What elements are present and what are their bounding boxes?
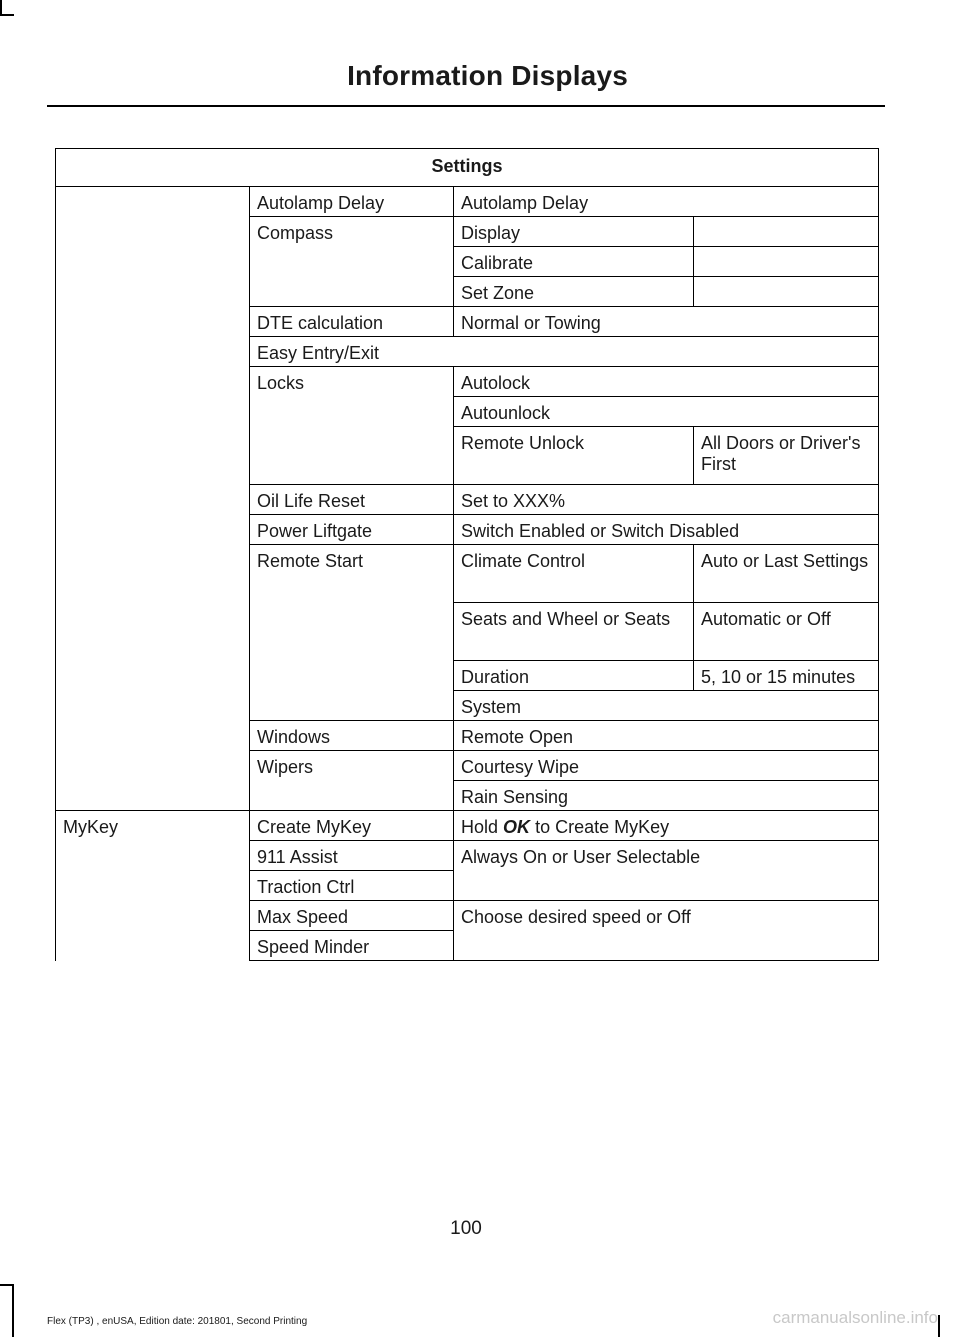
page-title: Information Displays bbox=[347, 60, 628, 91]
table-cell: 5, 10 or 15 minutes bbox=[694, 661, 879, 691]
table-cell: Switch Enabled or Switch Disabled bbox=[454, 515, 879, 545]
crop-mark bbox=[938, 1315, 940, 1337]
crop-mark bbox=[0, 0, 2, 14]
watermark: carmanualsonline.info bbox=[772, 1308, 938, 1327]
edition-footer: Flex (TP3) , enUSA, Edition date: 201801, Second Printing bbox=[47, 1316, 308, 1327]
table-row bbox=[56, 811, 879, 841]
table-cell: Oil Life Reset bbox=[250, 485, 454, 515]
table-cell: Autolamp Delay bbox=[250, 187, 454, 217]
table-cell: Locks bbox=[250, 367, 454, 485]
table-cell: MyKey bbox=[56, 811, 250, 961]
table-cell: Speed Minder bbox=[250, 931, 454, 961]
table-cell: Auto or Last Settings bbox=[694, 545, 879, 603]
table-cell: Automatic or Off bbox=[694, 603, 879, 661]
table-cell: Windows bbox=[250, 721, 454, 751]
table-cell bbox=[250, 811, 454, 841]
crop-mark bbox=[0, 14, 14, 16]
title-divider bbox=[47, 105, 885, 107]
table-cell: Autounlock bbox=[454, 397, 879, 427]
table-row bbox=[56, 187, 879, 217]
settings-table bbox=[55, 148, 879, 961]
table-cell: Easy Entry/Exit bbox=[250, 337, 879, 367]
table-cell: Max Speed bbox=[250, 901, 454, 931]
mykey-create-post: to Create MyKey bbox=[535, 817, 670, 837]
mykey-create-pre: Hold bbox=[461, 817, 499, 837]
table-cell: Climate Control bbox=[454, 545, 694, 603]
table-cell bbox=[56, 187, 250, 811]
table-cell bbox=[694, 247, 879, 277]
table-cell bbox=[694, 277, 879, 307]
table-cell: Choose desired speed or Off bbox=[454, 901, 879, 961]
mykey-create-label: Create MyKey bbox=[257, 817, 372, 837]
table-cell: Remote Open bbox=[454, 721, 879, 751]
table-cell: Normal or Towing bbox=[454, 307, 879, 337]
table-cell: Calibrate bbox=[454, 247, 694, 277]
table-cell: DTE calculation bbox=[250, 307, 454, 337]
table-cell: Duration bbox=[454, 661, 694, 691]
table-cell: Set Zone bbox=[454, 277, 694, 307]
table-cell: Set to XXX% bbox=[454, 485, 879, 515]
table-cell: Remote Unlock bbox=[454, 427, 694, 485]
table-cell: 911 Assist bbox=[250, 841, 454, 871]
table-cell: Power Liftgate bbox=[250, 515, 454, 545]
table-cell: Seats and Wheel or Seats bbox=[454, 603, 694, 661]
table-cell bbox=[694, 217, 879, 247]
table-cell: Traction Ctrl bbox=[250, 871, 454, 901]
table-heading: Settings bbox=[56, 149, 879, 187]
table-cell: All Doors or Driver's First bbox=[694, 427, 879, 485]
table-cell: Rain Sensing bbox=[454, 781, 879, 811]
table-cell: Always On or User Selectable bbox=[454, 841, 879, 901]
table-cell: Display bbox=[454, 217, 694, 247]
table-cell: Compass bbox=[250, 217, 454, 307]
table-cell: Autolamp Delay bbox=[454, 187, 879, 217]
table-header-row bbox=[56, 149, 879, 187]
table-cell: Wipers bbox=[250, 751, 454, 811]
table-cell: Autolock bbox=[454, 367, 879, 397]
page-number: 100 bbox=[450, 1218, 482, 1239]
table-cell: Courtesy Wipe bbox=[454, 751, 879, 781]
crop-mark bbox=[12, 1284, 14, 1337]
table-cell: Remote Start bbox=[250, 545, 454, 721]
table-cell bbox=[454, 811, 879, 841]
ok-button-label: OK bbox=[503, 817, 531, 837]
table-cell: System bbox=[454, 691, 879, 721]
